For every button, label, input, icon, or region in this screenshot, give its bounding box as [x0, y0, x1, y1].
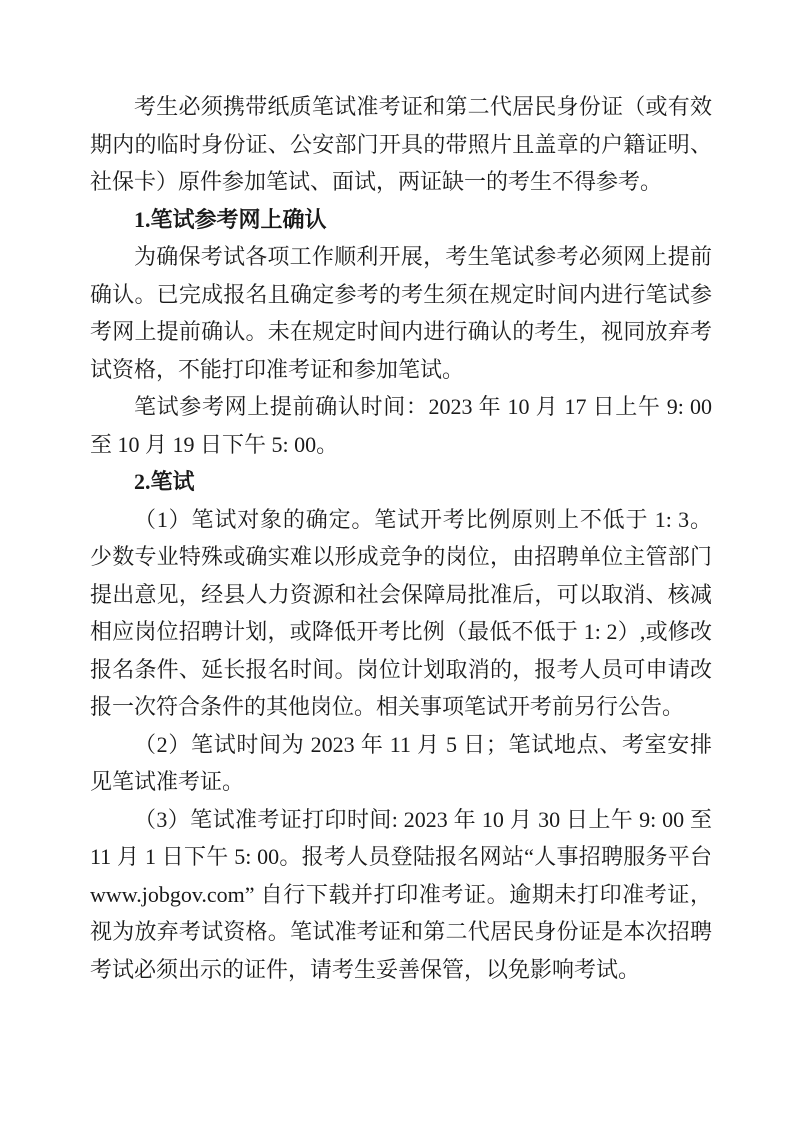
document-content — [90, 88, 712, 988]
section-heading-written-exam: 2.笔试 — [134, 469, 195, 494]
paragraph-admission-ticket-printing: （3）笔试准考证打印时间: 2023 年 10 月 30 日上午 9: 00 至 11 月 1 日下午 5: 00。报考人员登陆报名网站“人事招聘服务平台 www.jobgov.com” 自行下载并打印准考证。逾期未打印准考证，视为放弃考试资格。笔试准考证和第二代居民身份证是本次招聘考试必须出示的证件，请考生妥善保管，以免影响考试。 — [90, 806, 712, 982]
paragraph-confirmation-time: 笔试参考网上提前确认时间：2023 年 10 月 17 日上午 9: 00 至 10 月 19 日下午 5: 00。 — [90, 394, 712, 457]
paragraph-exam-ratio-rules: （1）笔试对象的确定。笔试开考比例原则上不低于 1: 3。少数专业特殊或确实难以形成竞争的岗位，由招聘单位主管部门提出意见，经县人力资源和社会保障局批准后，可以取消、核减相应岗位招聘计划，或降低开考比例（最低不低于 1: 2）,或修改报名条件、延长报名时间。岗位计划取消的，报考人员可申请改报一次符合条件的其他岗位。相关事项笔试开考前另行公告。 — [90, 506, 712, 719]
section-heading-online-confirmation: 1.笔试参考网上确认 — [134, 206, 327, 232]
paragraph-exam-date: （2）笔试时间为 2023 年 11 月 5 日；笔试地点、考室安排见笔试准考证。 — [90, 731, 712, 794]
paragraph-confirmation-rules: 为确保考试各项工作顺利开展，考生笔试参考必须网上提前确认。已完成报名且确定参考的考生须在规定时间内进行笔试参考网上提前确认。未在规定时间内进行确认的考生，视同放弃考试资格，不能打印准考证和参加笔试。 — [90, 244, 712, 382]
paragraph-candidate-requirements: 考生必须携带纸质笔试准考证和第二代居民身份证（或有效期内的临时身份证、公安部门开具的带照片且盖章的户籍证明、社保卡）原件参加笔试、面试，两证缺一的考生不得参考。 — [90, 94, 712, 194]
